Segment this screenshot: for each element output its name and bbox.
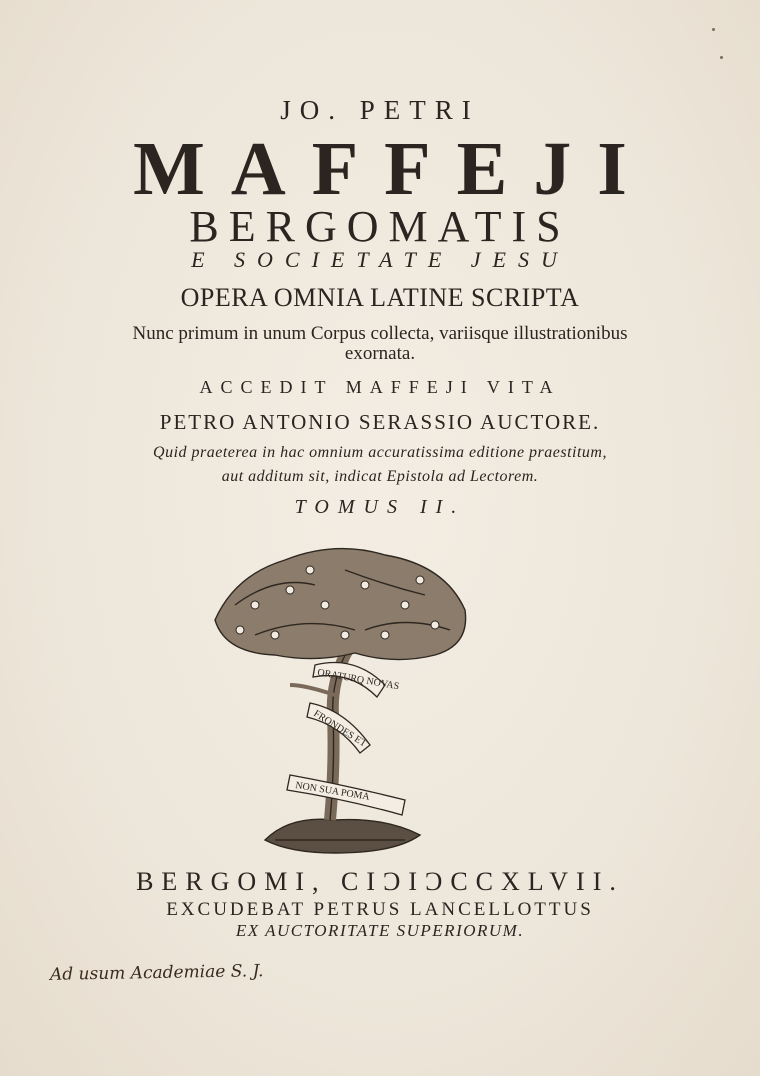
editor-line: PETRO ANTONIO SERASSIO AUCTORE. [159, 410, 601, 434]
ink-speck [712, 28, 715, 31]
author-order: E SOCIETATE JESU [191, 247, 569, 272]
imprint-authority: EX AUCTORITATE SUPERIORUM. [235, 921, 525, 940]
author-forename: JO. PETRI [280, 95, 480, 125]
accedit-line: ACCEDIT MAFFEJI VITA [199, 377, 561, 397]
volume-number: TOMUS II. [294, 496, 466, 518]
note-line-2: aut additum sit, indicat Epistola ad Lectorem. [221, 468, 539, 485]
note-line-1: Quid praeterea in hac omnium accuratissima editione praestitum, [153, 444, 607, 461]
banner-text-1: ORATURQ NOVAS [316, 667, 401, 693]
subtitle-line-1: Nunc primum in unum Corpus collecta, variisque illustrationibus [132, 323, 628, 344]
imprint-place-date: BERGOMI, CIƆIƆCCXLVII. [136, 867, 624, 896]
banner-text-3: NON SUA POMA [294, 780, 371, 803]
tree-emblem [195, 535, 485, 860]
work-title: OPERA OMNIA LATINE SCRIPTA [180, 283, 580, 312]
ink-speck [720, 56, 723, 59]
banner-text-2: FRONDES ET [311, 708, 369, 750]
author-surname: MAFFEJI [133, 127, 653, 211]
author-origin: BERGOMATIS [189, 202, 571, 251]
subtitle-line-2: exornata. [344, 343, 416, 364]
imprint-printer: EXCUDEBAT PETRUS LANCELLOTTUS [166, 899, 594, 920]
handwritten-inscription: Ad usum Academiae S. J. [49, 961, 264, 985]
